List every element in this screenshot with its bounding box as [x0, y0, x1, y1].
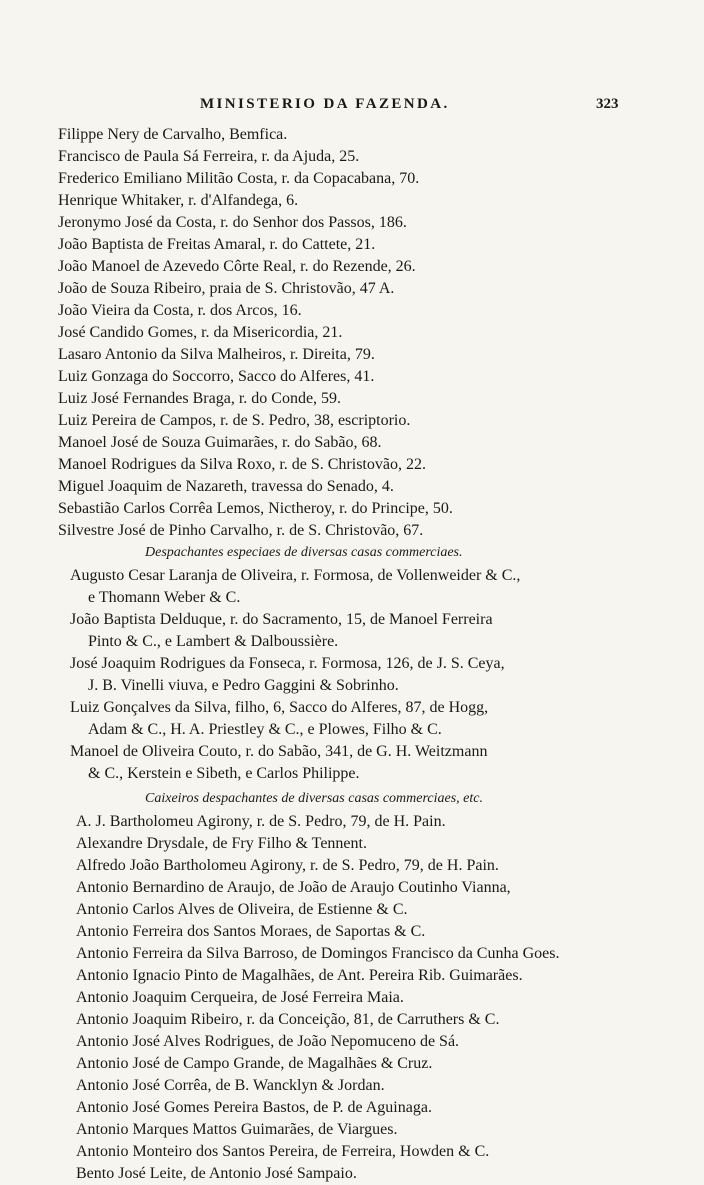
- caixeiro-entry: Antonio Marques Mattos Guimarães, de Viargues.: [76, 1121, 398, 1138]
- caixeiro-entry: Antonio José Alves Rodrigues, de João Nepomuceno de Sá.: [76, 1033, 460, 1050]
- caixeiro-entry: A. J. Bartholomeu Agirony, r. de S. Pedro, 79, de H. Pain.: [76, 813, 446, 830]
- despachantes-heading: Despachantes especiaes de diversas casas commerciaes.: [145, 545, 463, 560]
- caixeiro-entry: Alexandre Drysdale, de Fry Filho & Tennent.: [76, 835, 367, 852]
- caixeiro-entry: Antonio Monteiro dos Santos Pereira, de Ferreira, Howden & C.: [76, 1143, 490, 1160]
- caixeiro-entry: Antonio José Corrêa, de B. Wancklyn & Jordan.: [76, 1077, 385, 1094]
- despachante-line: José Joaquim Rodrigues da Fonseca, r. Formosa, 126, de J. S. Ceya,: [70, 655, 505, 672]
- header-title: MINISTERIO DA FAZENDA.: [200, 96, 450, 112]
- list-entry: Manoel Rodrigues da Silva Roxo, r. de S. Christovão, 22.: [58, 456, 426, 473]
- despachantes-lines: [0, 565, 704, 785]
- page-header: [0, 96, 704, 120]
- list-entry: Frederico Emiliano Militão Costa, r. da Copacabana, 70.: [58, 170, 420, 187]
- caixeiro-entry: Antonio Carlos Alves de Oliveira, de Estienne & C.: [76, 901, 408, 918]
- list-entry: Henrique Whitaker, r. d'Alfandega, 6.: [58, 192, 299, 209]
- list-entry: Filippe Nery de Carvalho, Bemfica.: [58, 126, 288, 143]
- despachante-line: & C., Kerstein e Sibeth, e Carlos Philippe.: [88, 765, 360, 782]
- caixeiro-entry: Bento José Leite, de Antonio José Sampaio.: [76, 1165, 357, 1182]
- despachante-line: e Thomann Weber & C.: [88, 589, 241, 606]
- caixeiro-entry: Antonio José de Campo Grande, de Magalhães & Cruz.: [76, 1055, 433, 1072]
- page-number: 323: [596, 96, 619, 112]
- despachantes-section: [0, 541, 704, 785]
- despachante-line: João Baptista Delduque, r. do Sacramento, 15, de Manoel Ferreira: [70, 611, 493, 628]
- list-entry: Lasaro Antonio da Silva Malheiros, r. Direita, 79.: [58, 346, 375, 363]
- list-entry: Francisco de Paula Sá Ferreira, r. da Ajuda, 25.: [58, 148, 360, 165]
- despachante-line: Augusto Cesar Laranja de Oliveira, r. Formosa, de Vollenweider & C.,: [70, 567, 521, 584]
- caixeiro-entry: Alfredo João Bartholomeu Agirony, r. de S. Pedro, 79, de H. Pain.: [76, 857, 499, 874]
- list-entry: Luiz Pereira de Campos, r. de S. Pedro, 38, escriptorio.: [58, 412, 411, 429]
- list-entry: Miguel Joaquim de Nazareth, travessa do Senado, 4.: [58, 478, 394, 495]
- list-entry: João de Souza Ribeiro, praia de S. Christovão, 47 A.: [58, 280, 395, 297]
- caixeiros-heading: Caixeiros despachantes de diversas casas commerciaes, etc.: [145, 791, 483, 806]
- caixeiro-entry: Antonio Joaquim Ribeiro, r. da Conceição, 81, de Carruthers & C.: [76, 1011, 500, 1028]
- caixeiros-section: [0, 787, 704, 1185]
- despachante-line: J. B. Vinelli viuva, e Pedro Gaggini & Sobrinho.: [88, 677, 399, 694]
- caixeiro-entry: Antonio Joaquim Cerqueira, de José Ferreira Maia.: [76, 989, 404, 1006]
- list-entry: Jeronymo José da Costa, r. do Senhor dos Passos, 186.: [58, 214, 407, 231]
- list-entry: Luiz Gonzaga do Soccorro, Sacco do Alferes, 41.: [58, 368, 375, 385]
- despachante-line: Luiz Gonçalves da Silva, filho, 6, Sacco do Alferes, 87, de Hogg,: [70, 699, 489, 716]
- list-entry: João Baptista de Freitas Amaral, r. do Cattete, 21.: [58, 236, 376, 253]
- caixeiros-lines: [0, 811, 704, 1185]
- name-list: [0, 124, 704, 542]
- list-entry: João Vieira da Costa, r. dos Arcos, 16.: [58, 302, 302, 319]
- list-entry: Manoel José de Souza Guimarães, r. do Sabão, 68.: [58, 434, 382, 451]
- despachante-line: Pinto & C., e Lambert & Dalboussière.: [88, 633, 339, 650]
- despachante-line: Manoel de Oliveira Couto, r. do Sabão, 341, de G. H. Weitzmann: [70, 743, 488, 760]
- list-entry: Silvestre José de Pinho Carvalho, r. de S. Christovão, 67.: [58, 522, 424, 539]
- despachante-line: Adam & C., H. A. Priestley & C., e Plowes, Filho & C.: [88, 721, 442, 738]
- list-entry: Luiz José Fernandes Braga, r. do Conde, 59.: [58, 390, 342, 407]
- list-entry: Sebastião Carlos Corrêa Lemos, Nictheroy, r. do Principe, 50.: [58, 500, 453, 517]
- caixeiro-entry: Antonio Bernardino de Araujo, de João de Araujo Coutinho Vianna,: [76, 879, 511, 896]
- caixeiro-entry: Antonio Ignacio Pinto de Magalhães, de Ant. Pereira Rib. Guimarães.: [76, 967, 523, 984]
- caixeiro-entry: Antonio Ferreira dos Santos Moraes, de Saportas & C.: [76, 923, 426, 940]
- caixeiro-entry: Antonio Ferreira da Silva Barroso, de Domingos Francisco da Cunha Goes.: [76, 945, 560, 962]
- list-entry: João Manoel de Azevedo Côrte Real, r. do Rezende, 26.: [58, 258, 416, 275]
- list-entry: José Candido Gomes, r. da Misericordia, 21.: [58, 324, 343, 341]
- caixeiro-entry: Antonio José Gomes Pereira Bastos, de P. de Aguinaga.: [76, 1099, 432, 1116]
